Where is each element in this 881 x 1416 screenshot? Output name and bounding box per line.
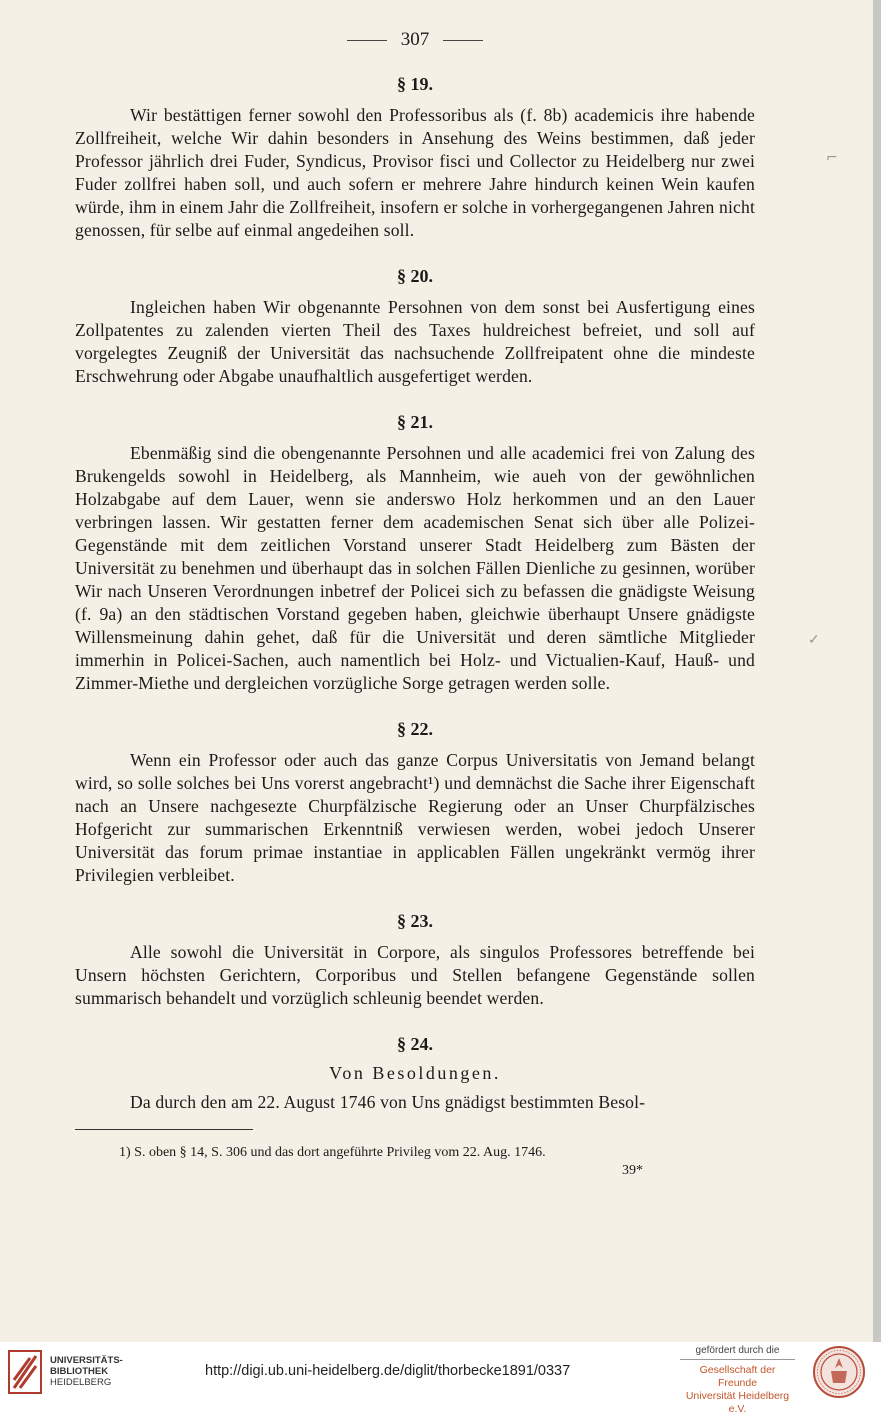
paragraph-24: Da durch den am 22. August 1746 von Uns gnädigst bestimmten Besol- (130, 1092, 646, 1112)
paragraph-19: Wir bestättigen ferner sowohl den Professoribus als (f. 8b) academicis ihre habende Zollfreiheit, welche Wir dahin besonders in Ansehung des Weins bestimmen, daß jeder Professor jährlich drei Fuder, Syndicus, Provisor fisci und Collector zu Heidelberg nur zwei Fuder zollfrei haben soll, und auch sofern er mehrere Jahre hindurch keinen Wein kaufen würde, ihm in einem Jahr die Zollfreiheit, insofern er solche in vorhergegangenen Jahren nicht genossen, für selbe auf einmal angedeihen soll. (75, 105, 755, 240)
library-logo-icon (8, 1350, 42, 1394)
paragraph-20: Ingleichen haben Wir obgenannte Persohnen von dem sonst bei Ausfertigung eines Zollpatentes zu zalenden vierten Theil des Taxes huldreichest befreiet, und soll auf vorgelegtes Zeugniß der Universität das nachsuchende Zollfreipatent ohne die mindeste Erschwehrung oder Abgabe unaufhaltlich ausgefertiget werden. (75, 297, 755, 386)
paragraph-22: Wenn ein Professor oder auch das ganze Corpus Universitatis von Jemand belangt wird, so solle solches bei Uns vorerst angebracht¹) und demnächst die Sache ihrer Eigenschaft nach an Unsere nachgesezte Churpfälzische Regierung oder an Unser Churpfälzisches Hofgericht zur summarischen Erkenntniß verwiesen werden, wobei jedoch Unserer Universität das forum primae instantiae in applicablen Fällen ungekränkt vermög ihrer Privilegien verbleibet. (75, 750, 755, 885)
margin-pencil-mark: ⌐ (826, 150, 838, 166)
footnote: 1) S. oben § 14, S. 306 und das dort angeführte Privileg vom 22. Aug. 1746. (119, 1145, 546, 1160)
sponsor-name-line1: Gesellschaft der Freunde (699, 1364, 776, 1389)
library-name: UNIVERSITÄTS- BIBLIOTHEK HEIDELBERG (50, 1355, 123, 1388)
section-heading-19: § 19. (397, 74, 433, 94)
page-content (75, 28, 755, 1180)
page-number: 307 (400, 29, 430, 50)
university-seal-icon (812, 1345, 866, 1399)
header-rule-right (443, 40, 483, 41)
section-heading-21: § 21. (397, 412, 433, 432)
margin-pencil-mark: ✓ (808, 632, 820, 648)
printer-signature: 39* (622, 1163, 643, 1178)
sponsor-divider (680, 1359, 795, 1360)
header-rule-left (347, 40, 387, 41)
section-heading-24: § 24. (397, 1034, 433, 1054)
sponsor-block (680, 1344, 795, 1416)
paragraph-23: Alle sowohl die Universität in Corpore, als singulos Professores betreffende bei Unsern höchsten Gerichtern, Corporibus und Stellen befangene Gegenstände sollen summarisch behandelt und vorzüglich schleunig beendet werden. (75, 942, 755, 1008)
section-heading-22: § 22. (397, 719, 433, 739)
section-heading-20: § 20. (397, 266, 433, 286)
paragraph-21: Ebenmäßig sind die obengenannte Persohnen und alle academici frei von Zalung des Brukengelds sowohl in Heidelberg, als Mannheim, wie aueh von der gewöhnlichen Holzabgabe auf dem Lauer, wenn sie anderswo Holz herkommen und an den Lauer verbringen lassen. Wir gestatten ferner dem academischen Senat sich über alle Polizei-Gegenstände mit dem zeitlichen Vorstand unserer Stadt Heidelberg zum Bästen der Universität zu benehmen und überhaupt das in solchen Fällen Dienliche zu gesinnen, worüber Wir nach Unseren Verordnungen inbetref der Policei sich zu befassen die gnädigste Weisung (f. 9a) an den städtischen Vorstand gegeben haben, gleichwie überhaupt Unsere gnädigste Willensmeinung dahin gehet, daß für die Universität und deren sämtliche Mitglieder immerhin in Policei-Sachen, auch namentlich bei Holz- und Victualien-Kauf, Hauß- und Zimmer-Miethe und dergleichen vorzügliche Sorge getragen werden solle. (75, 443, 755, 693)
section-subtitle: Von Besoldungen. (329, 1063, 501, 1083)
permalink-url[interactable]: http://digi.ub.uni-heidelberg.de/diglit/thorbecke1891/0337 (205, 1363, 571, 1379)
footer-bar (0, 1342, 881, 1415)
section-heading-23: § 23. (397, 911, 433, 931)
sponsor-label: gefördert durch die (695, 1345, 780, 1356)
sponsor-name-line2: Universität Heidelberg e.V. (685, 1390, 790, 1415)
page-header (75, 28, 755, 52)
